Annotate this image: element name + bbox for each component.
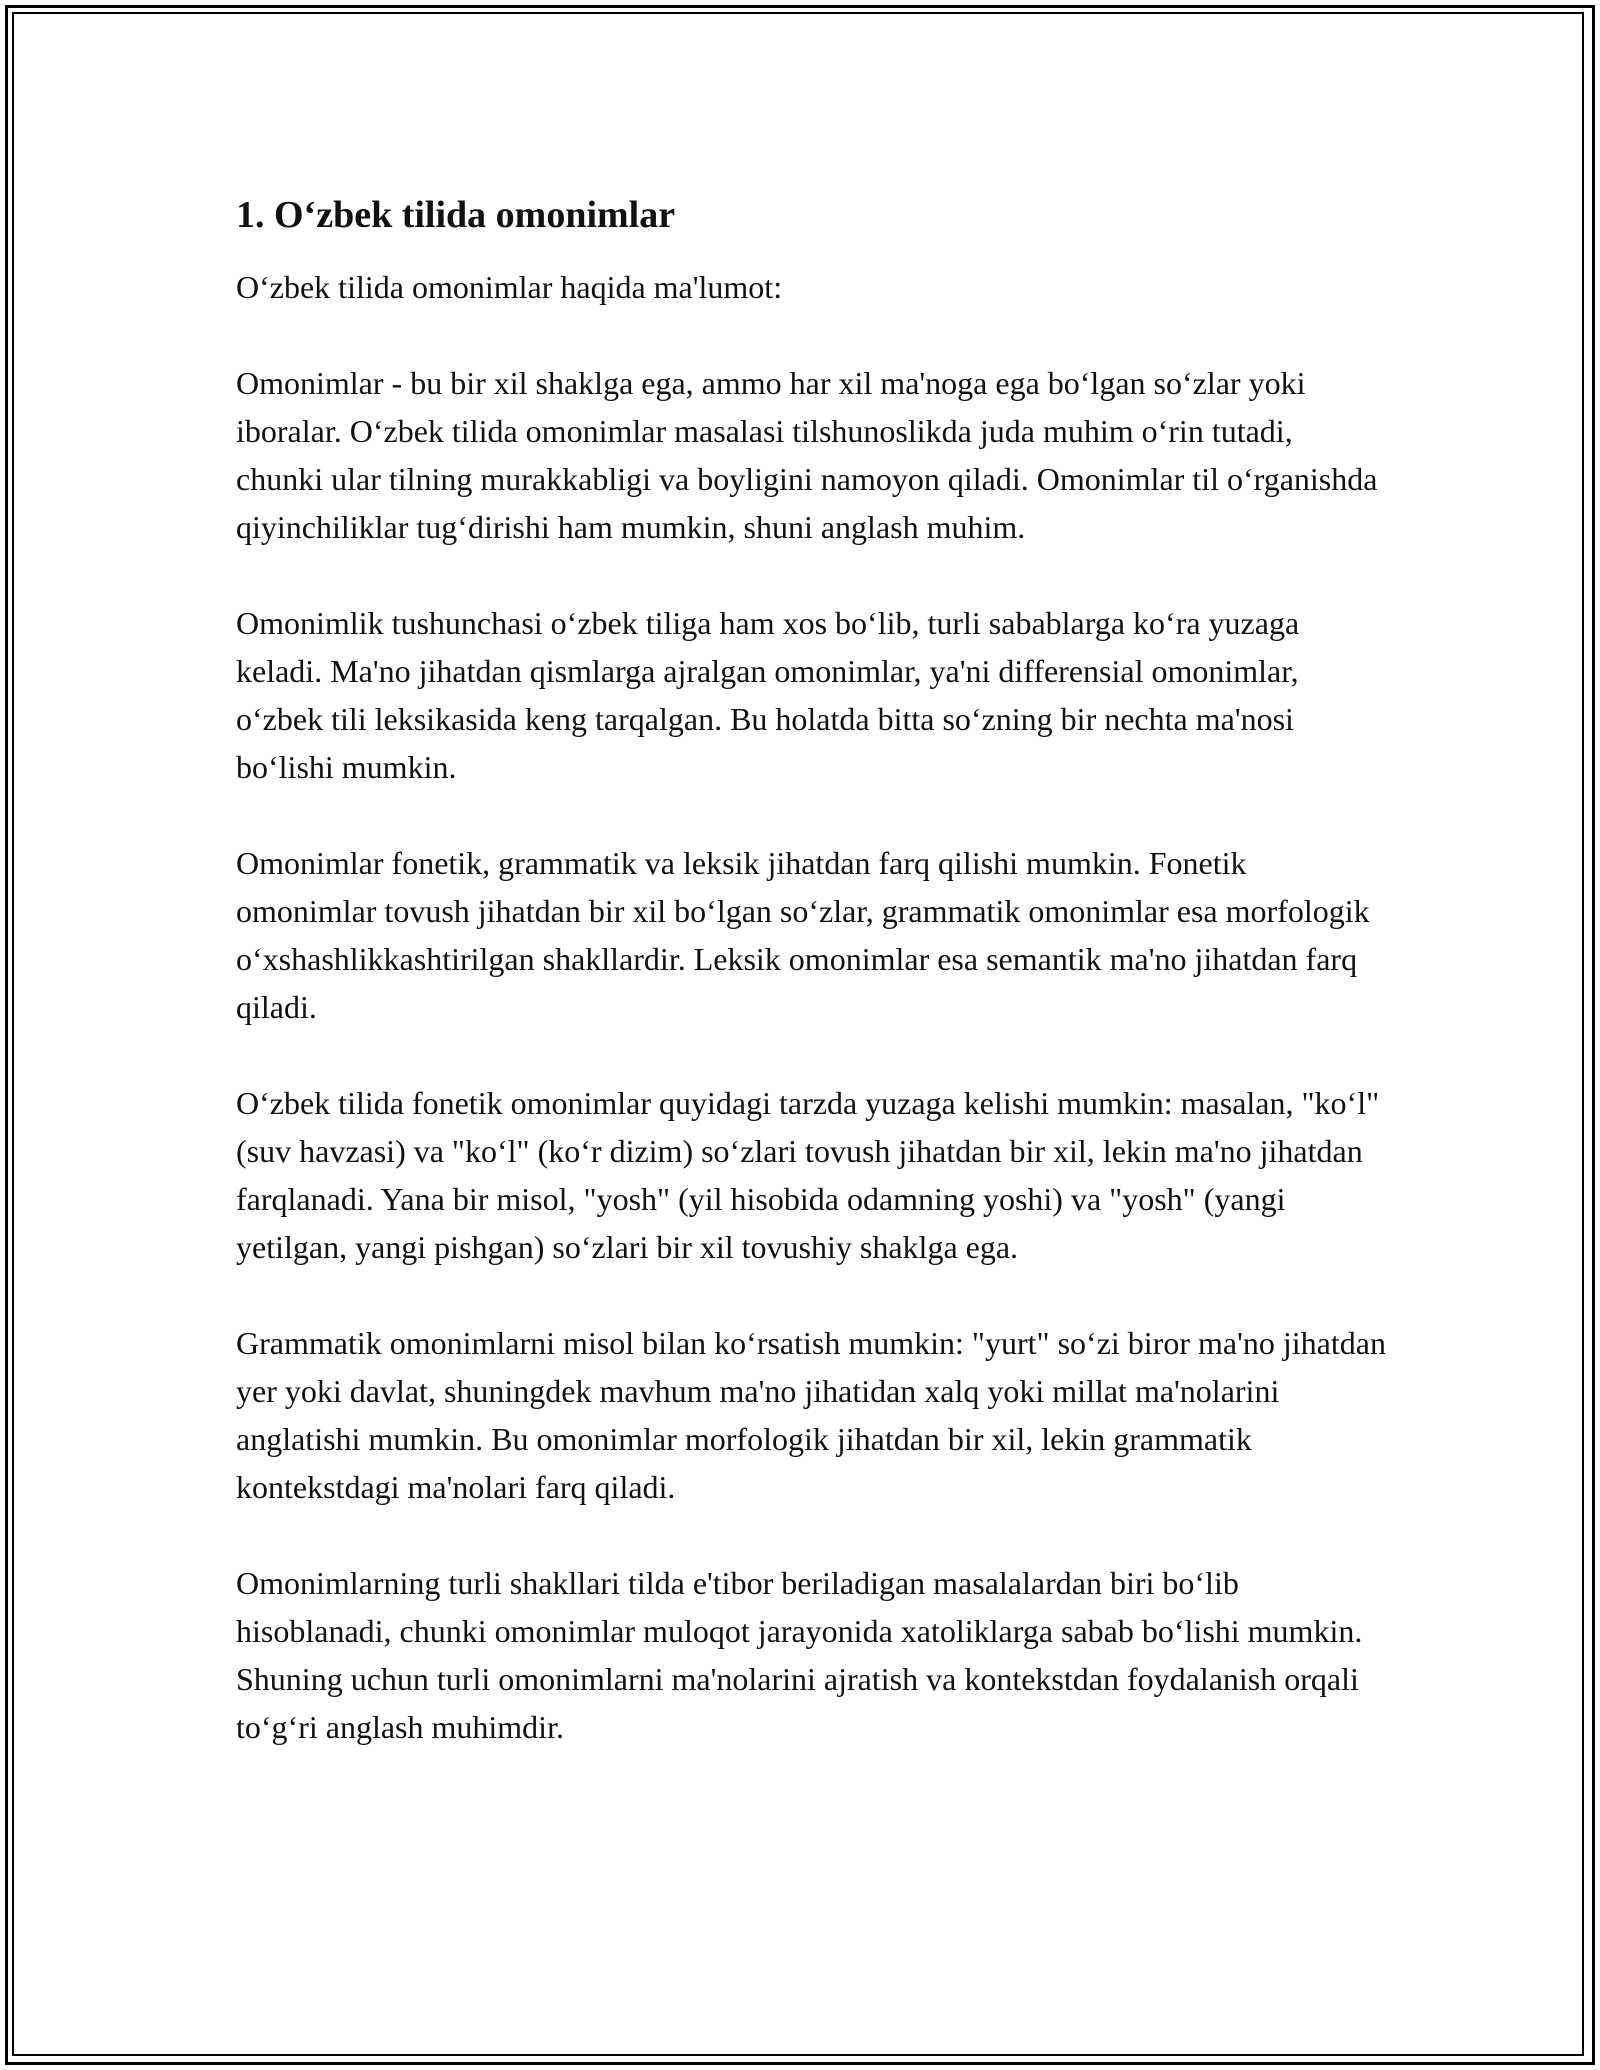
paragraph-5: Grammatik omonimlarni misol bilan koʻrsatish mumkin: "yurt" soʻzi biror ma'no jihatdan yer yoki davlat, shuningdek mavhum ma'no jihatidan xalq yoki millat ma'nolarini anglatishi mumkin. Bu omonimlar morfologik jihatdan bir xil, lekin grammatik kontekstdagi ma'nolari farq qiladi. (236, 1325, 1386, 1505)
paragraph-6: Omonimlarning turli shakllari tilda e'tibor beriladigan masalalardan biri boʻlib hisoblanadi, chunki omonimlar muloqot jarayonida xatoliklarga sabab boʻlishi mumkin. Shuning uchun turli omonimlarni ma'nolarini ajratish va kontekstdan foydalanish orqali toʻgʻri anglash muhimdir. (236, 1565, 1363, 1745)
document-body (236, 187, 1386, 1751)
intro-line: Oʻzbek tilida omonimlar haqida ma'lumot: (236, 269, 783, 305)
document-title: 1. Oʻzbek tilida omonimlar (236, 194, 676, 236)
paragraph-4: Oʻzbek tilida fonetik omonimlar quyidagi tarzda yuzaga kelishi mumkin: masalan, "koʻl" (suv havzasi) va "koʻl" (koʻr dizim) soʻzlari tovush jihatdan bir xil, lekin ma'no jihatdan farqlanadi. Yana bir misol, "yosh" (yil hisobida odamning yoshi) va "yosh" (yangi yetilgan, yangi pishgan) soʻzlari bir xil tovushiy shaklga ega. (236, 1085, 1380, 1265)
paragraph-1: Omonimlar - bu bir xil shaklga ega, ammo har xil ma'noga ega boʻlgan soʻzlar yoki iboralar. Oʻzbek tilida omonimlar masalasi tilshunoslikda juda muhim oʻrin tutadi, chunki ular tilning murakkabligi va boyligini namoyon qiladi. Omonimlar til oʻrganishda qiyinchiliklar tugʻdirishi ham mumkin, shuni anglash muhim. (236, 365, 1378, 545)
paragraph-2: Omonimlik tushunchasi oʻzbek tiliga ham xos boʻlib, turli sabablarga koʻra yuzaga keladi. Ma'no jihatdan qismlarga ajralgan omonimlar, ya'ni differensial omonimlar, oʻzbek tili leksikasida keng tarqalgan. Bu holatda bitta soʻzning bir nechta ma'nosi boʻlishi mumkin. (236, 605, 1300, 785)
paragraph-3: Omonimlar fonetik, grammatik va leksik jihatdan farq qilishi mumkin. Fonetik omonimlar tovush jihatdan bir xil boʻlgan soʻzlar, grammatik omonimlar esa morfologik oʻxshashlikkashtirilgan shakllardir. Leksik omonimlar esa semantik ma'no jihatdan farq qiladi. (236, 845, 1370, 1025)
